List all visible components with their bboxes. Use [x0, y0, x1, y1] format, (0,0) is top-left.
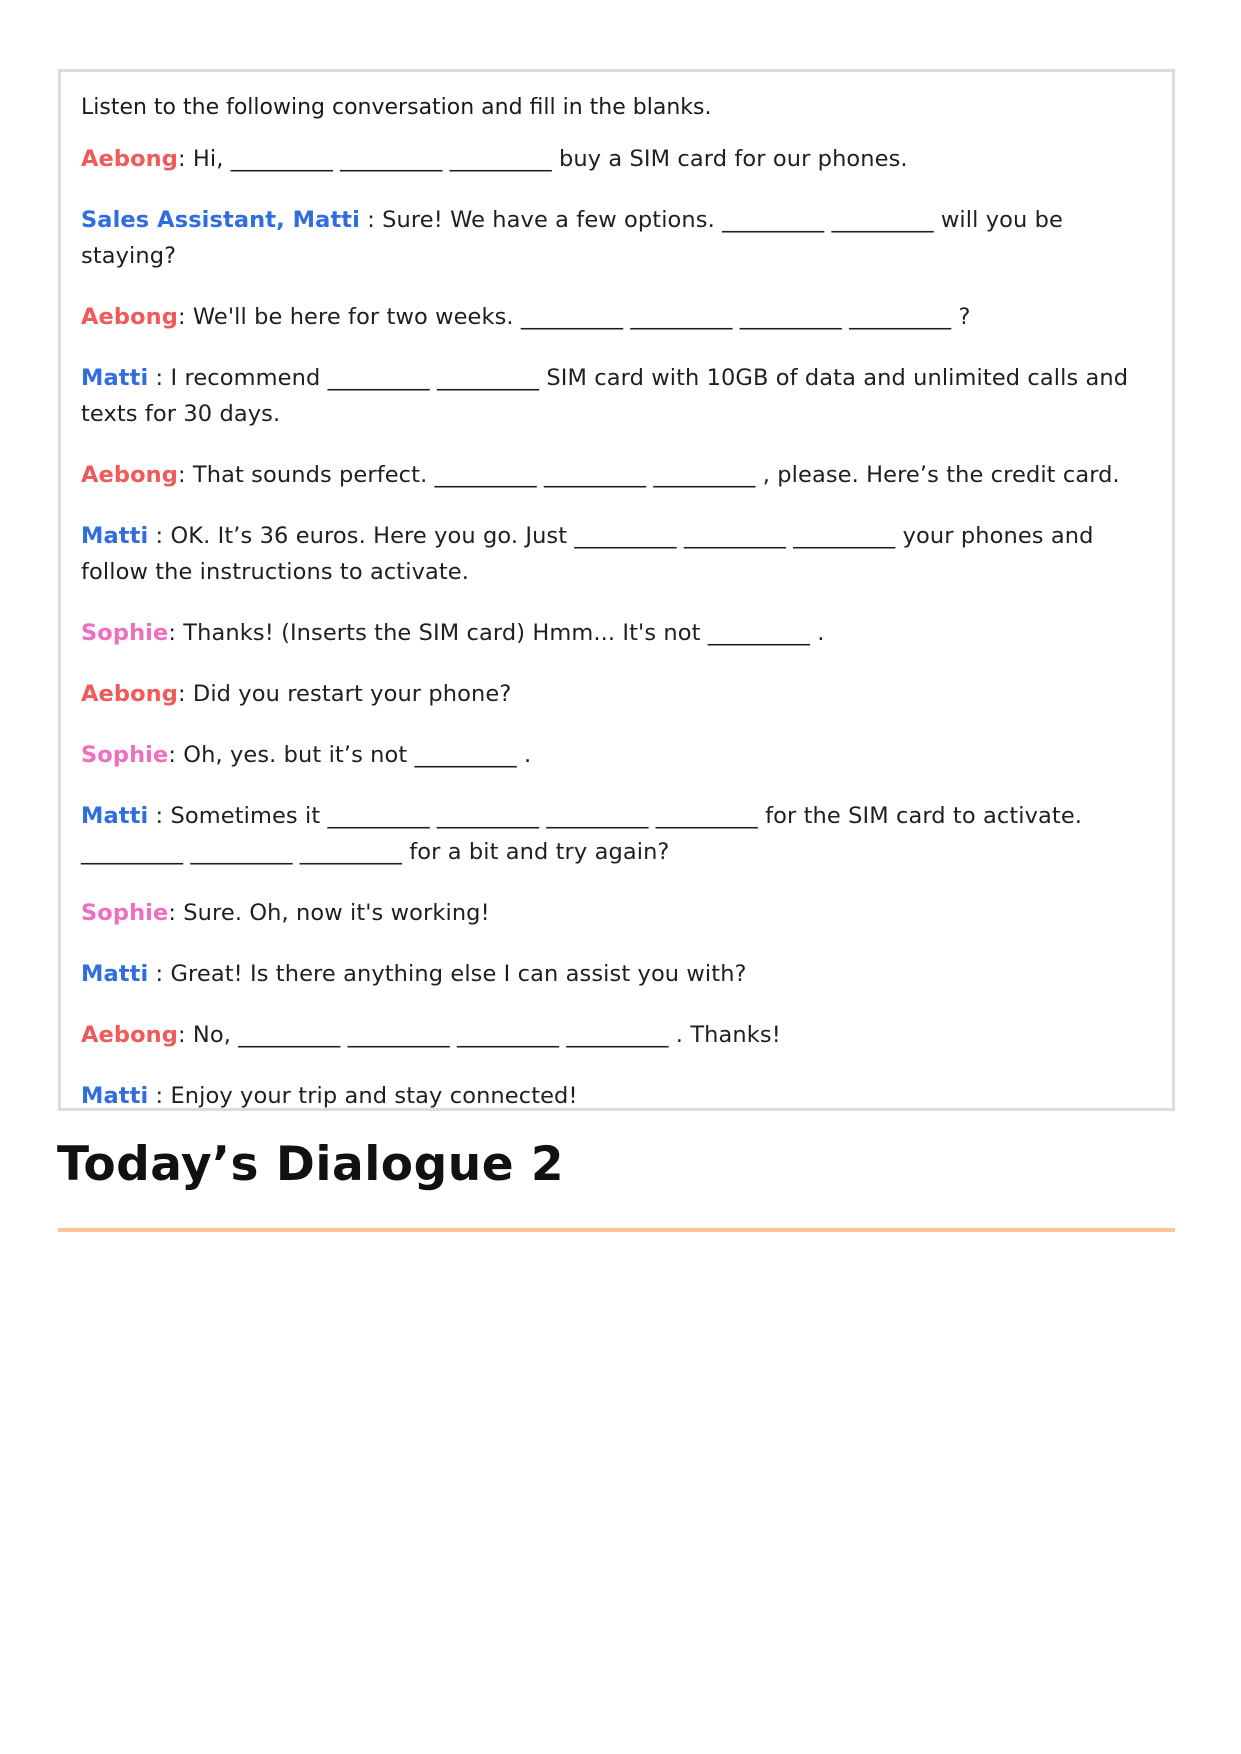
dialogue-line: [81, 360, 1154, 432]
dialogue-line: [81, 299, 1154, 335]
line-text: : Oh, yes. but it’s not _________ .: [168, 742, 532, 768]
speaker-name: Aebong: [81, 1022, 178, 1048]
line-text: : OK. It’s 36 euros. Here you go. Just _________ _________ _________ your phones and follow the instructions to activate.: [81, 523, 1094, 585]
heading-divider: [58, 1228, 1175, 1232]
dialogue-line: [81, 1078, 1154, 1114]
dialogue-line: [81, 895, 1154, 931]
speaker-name: Sophie: [81, 742, 169, 768]
line-text: : Did you restart your phone?: [177, 681, 512, 707]
speaker-name: Aebong: [81, 462, 178, 488]
speaker-name: Sophie: [81, 900, 169, 926]
speaker-name: Sales Assistant, Matti: [81, 207, 360, 233]
line-text: : Sure. Oh, now it's working!: [168, 900, 490, 926]
speaker-name: Aebong: [81, 304, 178, 330]
line-text: : Hi, _________ _________ _________ buy a SIM card for our phones.: [177, 146, 908, 172]
line-text: : Thanks! (Inserts the SIM card) Hmm... It's not _________ .: [168, 620, 825, 646]
line-text: : Enjoy your trip and stay connected!: [148, 1083, 578, 1109]
speaker-name: Matti: [81, 961, 149, 987]
dialogue-line: [81, 141, 1154, 177]
section-heading: Today’s Dialogue 2: [57, 1137, 565, 1192]
dialogue-line: [81, 615, 1154, 651]
dialogue-line: [81, 676, 1154, 712]
line-text: : Sometimes it _________ _________ _________ _________ for the SIM card to activate. _________ _________ _________ for a bit and try again?: [81, 803, 1083, 865]
dialogue-line: [81, 737, 1154, 773]
line-text: : We'll be here for two weeks. _________ _________ _________ _________ ?: [177, 304, 971, 330]
speaker-name: Matti: [81, 803, 149, 829]
line-text: : Sure! We have a few options. _________ _________ will you be staying?: [81, 207, 1063, 269]
speaker-name: Aebong: [81, 146, 178, 172]
dialogue-line: [81, 202, 1154, 274]
dialogue-line: [81, 518, 1154, 590]
exercise-instruction: Listen to the following conversation and fill in the blanks.: [81, 95, 712, 120]
dialogue-line: [81, 798, 1154, 870]
line-text: : No, _________ _________ _________ _________ . Thanks!: [177, 1022, 781, 1048]
dialogue-line: [81, 956, 1154, 992]
speaker-name: Aebong: [81, 681, 178, 707]
dialogue-line: [81, 457, 1154, 493]
line-text: : Great! Is there anything else I can assist you with?: [148, 961, 747, 987]
speaker-name: Sophie: [81, 620, 169, 646]
dialogue-lines: [81, 141, 1154, 1114]
dialogue-line: [81, 1017, 1154, 1053]
line-text: : That sounds perfect. _________ _________ _________ , please. Here’s the credit card.: [177, 462, 1120, 488]
speaker-name: Matti: [81, 365, 149, 391]
fill-in-blanks-exercise: [58, 69, 1175, 1111]
speaker-name: Matti: [81, 1083, 149, 1109]
line-text: : I recommend _________ _________ SIM card with 10GB of data and unlimited calls and texts for 30 days.: [81, 365, 1129, 427]
speaker-name: Matti: [81, 523, 149, 549]
